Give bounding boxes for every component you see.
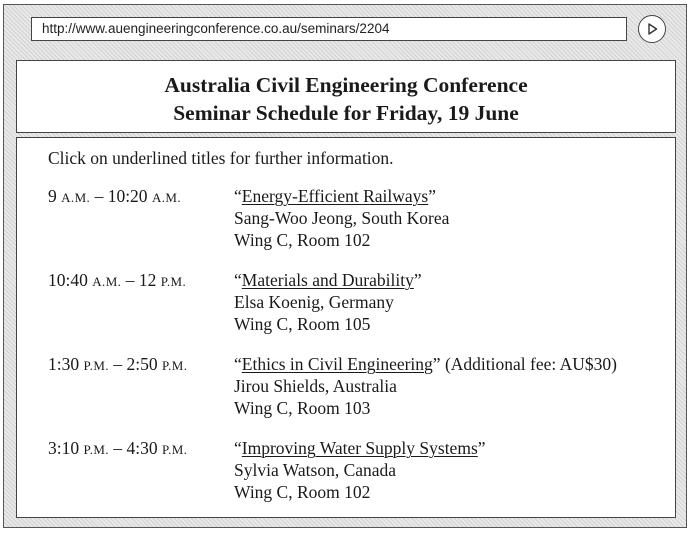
time-start-suffix: A.M. [61,190,91,205]
schedule-content [16,137,676,518]
session-details [234,185,449,251]
session-title-link[interactable]: Materials and Durability [241,270,414,290]
session-title-line: “Energy-Efficient Railways” [234,186,437,206]
session-room: Wing C, Room 103 [234,398,371,418]
time-end-suffix: A.M. [151,190,181,205]
time-start-suffix: P.M. [83,358,109,373]
session-room: Wing C, Room 102 [234,482,371,502]
session-3 [48,353,676,419]
session-title-line: “Materials and Durability” [234,270,422,290]
session-time: 1:30 P.M. – 2:50 P.M. [48,354,188,374]
session-time: 10:40 A.M. – 12 P.M. [48,270,187,290]
page-title-line-2: Seminar Schedule for Friday, 19 June [173,101,519,125]
session-2 [48,269,676,335]
session-note: (Additional fee: AU$30) [444,354,617,374]
session-title-line: “Ethics in Civil Engineering” (Additional fee: AU$30) [234,354,617,374]
session-time: 9 A.M. – 10:20 A.M. [48,186,181,206]
session-title-line: “Improving Water Supply Systems” [234,438,486,458]
session-title-link[interactable]: Improving Water Supply Systems [241,438,478,458]
session-details [234,437,486,503]
session-speaker: Sylvia Watson, Canada [234,460,397,480]
session-speaker: Jirou Shields, Australia [234,376,397,396]
url-text: http://www.auengineeringconference.co.au/seminars/2204 [42,21,390,36]
session-details [234,353,617,419]
url-bar[interactable] [31,17,627,41]
intro-text: Click on underlined titles for further information. [48,148,394,168]
session-1 [48,185,676,251]
session-time: 3:10 P.M. – 4:30 P.M. [48,438,188,458]
session-title-link[interactable]: Energy-Efficient Railways [241,186,429,206]
time-start: 1:30 [48,354,80,374]
time-end: 12 [138,270,157,290]
page-header [16,60,676,133]
time-end: 10:20 [107,186,148,206]
time-end-suffix: P.M. [161,442,188,457]
time-end-suffix: P.M. [160,274,187,289]
time-start-suffix: A.M. [92,274,122,289]
go-button[interactable] [638,15,666,43]
time-start: 3:10 [48,438,80,458]
session-room: Wing C, Room 102 [234,230,371,250]
play-triangle-icon [645,22,659,36]
time-end: 2:50 [126,354,158,374]
time-end: 4:30 [126,438,158,458]
time-start: 10:40 [48,270,88,290]
session-speaker: Sang-Woo Jeong, South Korea [234,208,450,228]
session-4 [48,437,676,503]
session-room: Wing C, Room 105 [234,314,371,334]
session-details [234,269,422,335]
session-title-link[interactable]: Ethics in Civil Engineering [241,354,433,374]
time-start-suffix: P.M. [83,442,109,457]
session-speaker: Elsa Koenig, Germany [234,292,394,312]
time-end-suffix: P.M. [161,358,188,373]
time-start: 9 [48,186,57,206]
page-title-line-1: Australia Civil Engineering Conference [164,73,528,97]
